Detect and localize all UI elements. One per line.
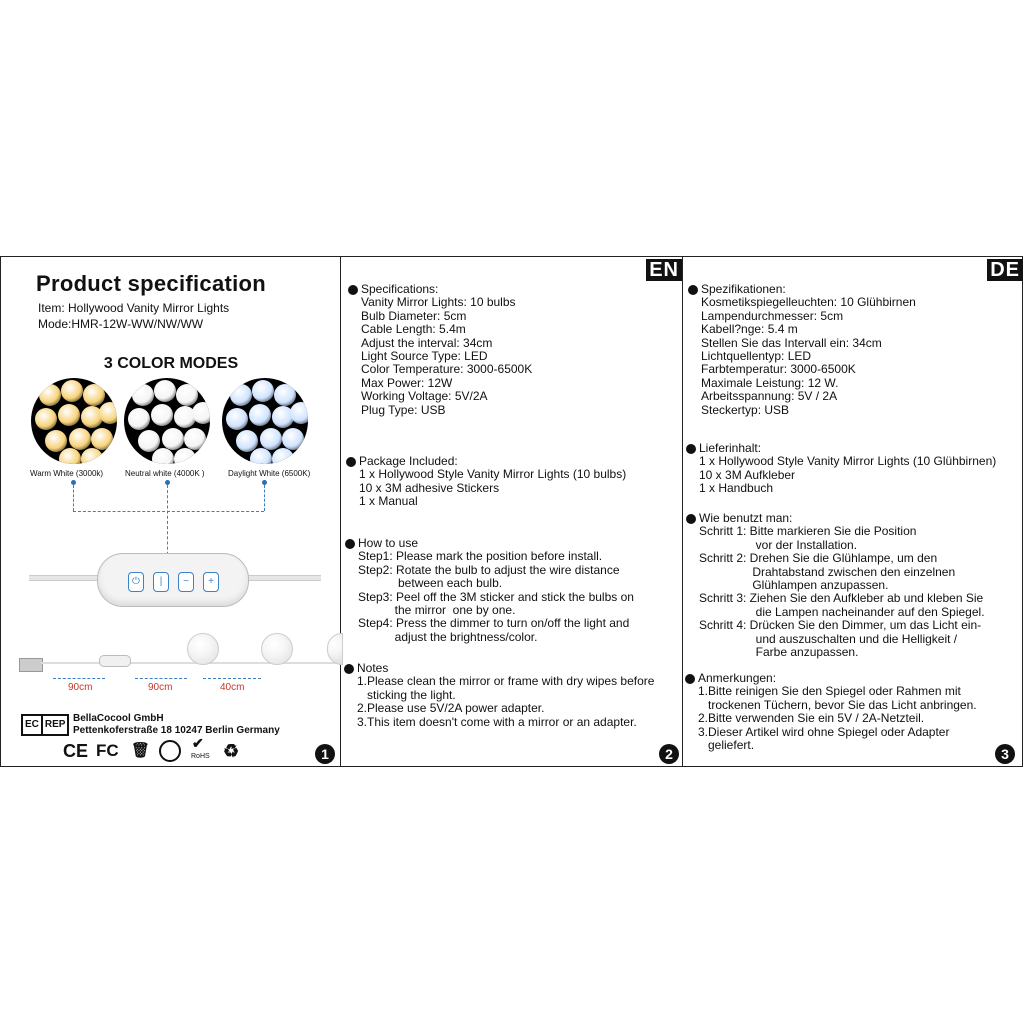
- list-line: 2.Please use 5V/2A power adapter.: [357, 701, 545, 716]
- package-section: [699, 442, 996, 496]
- list-line: Kabell?nge: 5.4 m: [701, 322, 798, 337]
- how-to-use-section: [699, 512, 985, 659]
- list-line: Plug Type: USB: [361, 402, 446, 417]
- list-line: Vanity Mirror Lights: 10 bulbs: [361, 295, 516, 310]
- list-line: 1 x Manual: [359, 494, 418, 509]
- fcc-mark: FC: [96, 741, 119, 760]
- list-line: Glühlampen anzupassen.: [699, 578, 889, 593]
- section-heading: Lieferinhalt:: [699, 442, 996, 455]
- spec-list: [701, 296, 916, 417]
- bulb-glow: [176, 384, 198, 406]
- bulb-glow: [59, 448, 81, 464]
- bulb-glow: [128, 408, 150, 430]
- page-number-badge: 2: [659, 744, 679, 764]
- rohs-mark: RoHS: [191, 753, 210, 760]
- list-line: 1.Bitte reinigen Sie den Spiegel oder Rahmen mit: [698, 684, 961, 699]
- color-modes-title: 3 COLOR MODES: [103, 355, 239, 372]
- connector-line: [73, 485, 74, 511]
- list-line: 2.Bitte verwenden Sie ein 5V / 2A-Netzteil.: [698, 711, 925, 726]
- recycle-icon: ♻: [223, 741, 240, 761]
- list-line: Working Voltage: 5V/2A: [361, 389, 488, 404]
- model-name: Mode:HMR-12W-WW/NW/WW: [38, 317, 204, 331]
- list-line: Step4: Press the dimmer to turn on/off the light and: [358, 616, 630, 631]
- list-line: Schritt 1: Bitte markieren Sie die Position: [699, 524, 917, 539]
- list-line: Bulb Diameter: 5cm: [361, 308, 467, 323]
- bullet-icon: [345, 539, 355, 549]
- bulb-glow: [174, 448, 196, 464]
- weee-bin-icon: 🗑: [131, 742, 151, 759]
- list-line: 1 x Handbuch: [699, 481, 774, 496]
- bulb-icon: [187, 633, 219, 665]
- list-line: 10 x 3M adhesive Stickers: [359, 480, 500, 495]
- notes-list: [698, 685, 977, 752]
- product-spec-panel: [1, 257, 341, 766]
- ec-label: EC: [23, 716, 43, 734]
- bulb-glow: [61, 380, 83, 402]
- connector-line: [73, 511, 264, 512]
- daylight-white-caption: Daylight White (6500K): [228, 469, 311, 478]
- steps-list: [699, 525, 985, 659]
- spec-list: [361, 296, 532, 417]
- list-line: Schritt 3: Ziehen Sie den Aufkleber ab und kleben Sie: [699, 591, 984, 606]
- section-heading: Notes: [357, 662, 654, 675]
- language-badge: EN: [646, 259, 682, 281]
- bulb-glow: [132, 384, 154, 406]
- list-line: 3.This item doesn't come with a mirror or an adapter.: [357, 714, 637, 729]
- bulb-glow: [81, 448, 103, 464]
- daylight-white-bulbs-image: [222, 378, 308, 464]
- list-line: Color Temperature: 3000-6500K: [361, 362, 533, 377]
- bulb-glow: [274, 384, 296, 406]
- bulb-glow: [226, 408, 248, 430]
- rep-label: REP: [44, 719, 66, 730]
- bulb-glow: [249, 404, 271, 426]
- list-line: Lichtquellentyp: LED: [701, 349, 812, 364]
- brighten-button-icon: +: [203, 572, 219, 592]
- distance-line: [53, 678, 105, 679]
- neutral-white-caption: Neutral white (4000K ): [125, 469, 205, 478]
- specifications-section: [701, 283, 916, 417]
- distance-line: [203, 678, 261, 679]
- warm-white-bulbs-image: [31, 378, 117, 464]
- bullet-icon: [686, 514, 696, 524]
- list-line: Step2: Rotate the bulb to adjust the wire distance: [358, 562, 620, 577]
- list-line: Step3: Peel off the 3M sticker and stick the bulbs on: [358, 589, 634, 604]
- section-heading: Specifications:: [361, 283, 532, 296]
- distance-label: 90cm: [148, 682, 173, 693]
- list-line: 10 x 3M Aufkleber: [699, 467, 796, 482]
- package-list: [359, 468, 626, 508]
- list-line: vor der Installation.: [699, 537, 858, 552]
- section-heading: Package Included:: [359, 455, 626, 468]
- connector-line: [264, 485, 265, 511]
- bullet-icon: [346, 457, 356, 467]
- company-address: Pettenkoferstraße 18 10247 Berlin Germany: [73, 725, 280, 736]
- bulb-glow: [99, 402, 117, 424]
- list-line: Steckertyp: USB: [701, 402, 790, 417]
- company-name: BellaCocool GmbH: [73, 713, 164, 724]
- bulb-glow: [91, 428, 113, 450]
- ce-mark: CE: [63, 741, 89, 761]
- section-heading: Wie benutzt man:: [699, 512, 985, 525]
- color-mode-button-icon: |: [153, 572, 169, 592]
- manual-sheet: [0, 256, 1023, 767]
- package-section: [359, 455, 626, 509]
- bulb-glow: [154, 380, 176, 402]
- list-line: 1 x Hollywood Style Vanity Mirror Lights (10 bulbs): [359, 467, 627, 482]
- list-line: geliefert.: [698, 738, 755, 753]
- list-line: the mirror one by one.: [358, 603, 516, 618]
- list-line: Kosmetikspiegelleuchten: 10 Glühbirnen: [701, 295, 916, 310]
- bulb-glow: [35, 408, 57, 430]
- steps-list: [358, 550, 634, 644]
- bulb-glow: [252, 380, 274, 402]
- bulb-glow: [230, 384, 252, 406]
- bullet-icon: [685, 674, 695, 684]
- list-line: Schritt 4: Drücken Sie den Dimmer, um das Licht ein-: [699, 618, 982, 633]
- ec-rep-mark: [21, 714, 69, 736]
- list-line: 1.Please clean the mirror or frame with dry wipes before: [357, 674, 655, 689]
- distance-label: 40cm: [220, 682, 245, 693]
- list-line: Light Source Type: LED: [361, 349, 488, 364]
- bulb-glow: [272, 448, 294, 464]
- how-to-use-section: [358, 537, 634, 644]
- german-panel: [683, 257, 1023, 766]
- list-line: Adjust the interval: 34cm: [361, 335, 493, 350]
- distance-label: 90cm: [68, 682, 93, 693]
- bulb-glow: [83, 384, 105, 406]
- page-title: Product specification: [36, 271, 267, 296]
- list-line: Farbe anzupassen.: [699, 645, 859, 660]
- list-line: Cable Length: 5.4m: [361, 322, 466, 337]
- bulb-glow: [250, 448, 272, 464]
- dim-button-icon: −: [178, 572, 194, 592]
- section-heading: Anmerkungen:: [698, 672, 977, 685]
- bulb-glow: [192, 402, 210, 424]
- mini-dimmer-icon: [99, 655, 131, 667]
- list-line: Schritt 2: Drehen Sie die Glühlampe, um den: [699, 551, 938, 566]
- list-line: Max Power: 12W: [361, 375, 453, 390]
- item-name: Item: Hollywood Vanity Mirror Lights: [38, 301, 230, 315]
- dimmer-controller: [97, 553, 249, 607]
- green-dot-icon: [159, 740, 181, 762]
- neutral-white-bulbs-image: [124, 378, 210, 464]
- list-line: trockenen Tüchern, bevor Sie das Licht anbringen.: [698, 697, 977, 712]
- list-line: die Lampen nacheinander auf den Spiegel.: [699, 604, 985, 619]
- list-line: between each bulb.: [358, 576, 503, 591]
- power-cable: [245, 575, 321, 581]
- list-line: und auszuschalten und die Helligkeit /: [699, 631, 958, 646]
- bullet-icon: [686, 444, 696, 454]
- usb-plug-icon: [19, 658, 43, 672]
- bulb-glow: [69, 428, 91, 450]
- english-panel: [341, 257, 683, 766]
- power-button-icon: ⏻: [128, 572, 144, 592]
- bulb-glow: [58, 404, 80, 426]
- page-number-badge: 3: [995, 744, 1015, 764]
- checkmark-icon: ✔: [192, 735, 204, 751]
- bulb-glow: [152, 448, 174, 464]
- power-cable: [29, 575, 99, 581]
- list-line: Drahtabstand zwischen den einzelnen: [699, 564, 956, 579]
- bulb-glow: [162, 428, 184, 450]
- bullet-icon: [688, 285, 698, 295]
- list-line: Arbeitsspannung: 5V / 2A: [701, 389, 838, 404]
- bulb-glow: [151, 404, 173, 426]
- bulb-glow: [184, 428, 206, 450]
- page-number-badge: 1: [315, 744, 335, 764]
- notes-list: [357, 675, 654, 729]
- light-strand-cable: [41, 662, 341, 664]
- list-line: Step1: Please mark the position before install.: [358, 549, 603, 564]
- bullet-icon: [344, 664, 354, 674]
- notes-section: [698, 672, 977, 752]
- list-line: Maximale Leistung: 12 W.: [701, 375, 839, 390]
- section-heading: How to use: [358, 537, 634, 550]
- bulb-glow: [260, 428, 282, 450]
- bulb-glow: [39, 384, 61, 406]
- section-heading: Spezifikationen:: [701, 283, 916, 296]
- specifications-section: [361, 283, 532, 417]
- distance-line: [135, 678, 187, 679]
- list-line: Lampendurchmesser: 5cm: [701, 308, 844, 323]
- bulb-icon: [261, 633, 293, 665]
- list-line: 3.Dieser Artikel wird ohne Spiegel oder Adapter: [698, 724, 950, 739]
- language-badge: DE: [987, 259, 1023, 281]
- bulb-glow: [282, 428, 304, 450]
- warm-white-caption: Warm White (3000k): [30, 469, 104, 478]
- bulb-glow: [290, 402, 308, 424]
- package-list: [699, 455, 996, 495]
- list-line: Farbtemperatur: 3000-6500K: [701, 362, 856, 377]
- list-line: sticking the light.: [357, 687, 456, 702]
- bullet-icon: [348, 285, 358, 295]
- notes-section: [357, 662, 654, 729]
- list-line: adjust the brightness/color.: [358, 629, 538, 644]
- list-line: Stellen Sie das Intervall ein: 34cm: [701, 335, 882, 350]
- list-line: 1 x Hollywood Style Vanity Mirror Lights (10 Glühbirnen): [699, 454, 997, 469]
